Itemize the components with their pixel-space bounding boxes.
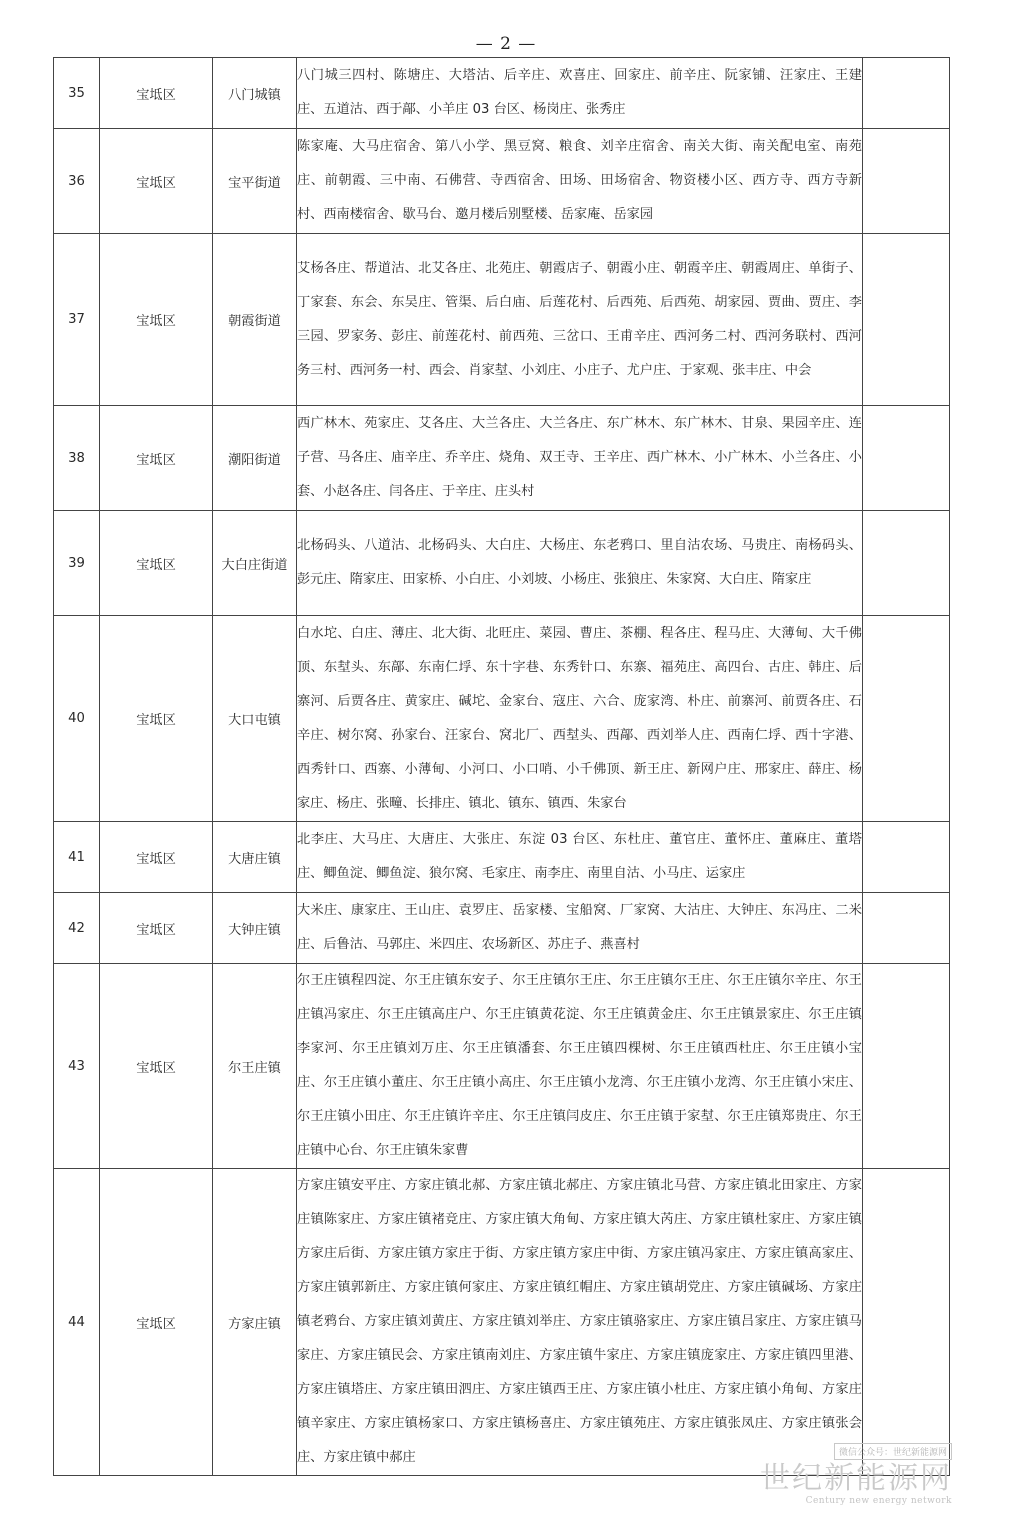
table-row: [54, 58, 950, 129]
villages-cell: 大米庄、康家庄、王山庄、袁罗庄、岳家楼、宝船窝、厂家窝、大沽庄、大钟庄、东冯庄、二米庄、后鲁沽、马郭庄、米四庄、农场新区、苏庄子、燕喜村: [297, 893, 863, 964]
watermark-logo-text: 世纪新能源网: [760, 1461, 952, 1496]
watermark-account-label: 微信公众号：世纪新能源网: [834, 1443, 952, 1460]
empty-cell: [863, 234, 950, 406]
table-row: [54, 129, 950, 234]
empty-cell: [863, 964, 950, 1169]
region-table: [53, 57, 950, 1476]
town-cell: 大唐庄镇: [213, 822, 297, 893]
villages-cell: 陈家庵、大马庄宿舍、第八小学、黑豆窝、粮食、刘辛庄宿舍、南关大街、南关配电室、南苑庄、前朝霞、三中南、石佛营、寺西宿舍、田场、田场宿舍、物资楼小区、西方寺、西方寺新村、西南楼宿舍、歇马台、邀月楼后别墅楼、岳家庵、岳家园: [297, 129, 863, 234]
empty-cell: [863, 511, 950, 616]
town-cell: 朝霞街道: [213, 234, 297, 406]
table-row: [54, 616, 950, 822]
table-row: [54, 822, 950, 893]
empty-cell: [863, 822, 950, 893]
page-number: — 2 —: [475, 34, 537, 54]
row-number: 38: [54, 406, 100, 511]
villages-cell: 八门城三四村、陈塘庄、大塔沽、后辛庄、欢喜庄、回家庄、前辛庄、阮家铺、汪家庄、王建庄、五道沽、西于鄗、小羊庄 03 台区、杨岗庄、张秀庄: [297, 58, 863, 129]
table-row: [54, 406, 950, 511]
table-row: [54, 1169, 950, 1476]
town-cell: 大白庄街道: [213, 511, 297, 616]
empty-cell: [863, 129, 950, 234]
table-row: [54, 234, 950, 406]
villages-cell: 尔王庄镇程四淀、尔王庄镇东安子、尔王庄镇尔王庄、尔王庄镇尔王庄、尔王庄镇尔辛庄、尔王庄镇冯家庄、尔王庄镇高庄户、尔王庄镇黄花淀、尔王庄镇黄金庄、尔王庄镇景家庄、尔王庄镇李家河、尔王庄镇刘万庄、尔王庄镇潘套、尔王庄镇四棵树、尔王庄镇西杜庄、尔王庄镇小宝庄、尔王庄镇小董庄、尔王庄镇小高庄、尔王庄镇小龙湾、尔王庄镇小龙湾、尔王庄镇小宋庄、尔王庄镇小田庄、尔王庄镇许辛庄、尔王庄镇闫皮庄、尔王庄镇于家堼、尔王庄镇郑贵庄、尔王庄镇中心台、尔王庄镇朱家曹: [297, 964, 863, 1169]
empty-cell: [863, 1169, 950, 1476]
district-cell: 宝坻区: [100, 822, 213, 893]
villages-cell: 白水坨、白庄、薄庄、北大街、北旺庄、菜园、曹庄、茶棚、程各庄、程马庄、大薄甸、大千佛顶、东堼头、东鄗、东南仁垺、东十字巷、东秀针口、东寨、福苑庄、高四台、古庄、韩庄、后寨河、后贾各庄、黄家庄、碱坨、金家台、寇庄、六合、庞家湾、朴庄、前寨河、前贾各庄、石辛庄、树尔窝、孙家台、汪家台、窝北厂、西堼头、西鄗、西刘举人庄、西南仁垺、西十字港、西秀针口、西寨、小薄甸、小河口、小口哨、小千佛顶、新王庄、新网户庄、邢家庄、薛庄、杨家庄、杨庄、张疃、长排庄、镇北、镇东、镇西、朱家台: [297, 616, 863, 822]
row-number: 43: [54, 964, 100, 1169]
district-cell: 宝坻区: [100, 511, 213, 616]
empty-cell: [863, 616, 950, 822]
district-cell: 宝坻区: [100, 129, 213, 234]
district-cell: 宝坻区: [100, 1169, 213, 1476]
district-cell: 宝坻区: [100, 406, 213, 511]
district-cell: 宝坻区: [100, 616, 213, 822]
table-row: [54, 964, 950, 1169]
district-cell: 宝坻区: [100, 964, 213, 1169]
empty-cell: [863, 893, 950, 964]
villages-cell: 北杨码头、八道沽、北杨码头、大白庄、大杨庄、东老鸦口、里自沽农场、马贵庄、南杨码头、彭元庄、隋家庄、田家桥、小白庄、小刘坡、小杨庄、张狼庄、朱家窝、大白庄、隋家庄: [297, 511, 863, 616]
town-cell: 大口屯镇: [213, 616, 297, 822]
villages-cell: 西广林木、苑家庄、艾各庄、大兰各庄、大兰各庄、东广林木、东广林木、甘泉、果园辛庄、连子营、马各庄、庙辛庄、乔辛庄、烧角、双王寺、王辛庄、西广林木、小广林木、小兰各庄、小套、小赵各庄、闫各庄、于辛庄、庄头村: [297, 406, 863, 511]
town-cell: 八门城镇: [213, 58, 297, 129]
empty-cell: [863, 58, 950, 129]
row-number: 40: [54, 616, 100, 822]
town-cell: 方家庄镇: [213, 1169, 297, 1476]
town-cell: 宝平街道: [213, 129, 297, 234]
row-number: 35: [54, 58, 100, 129]
row-number: 42: [54, 893, 100, 964]
row-number: 36: [54, 129, 100, 234]
town-cell: 尔王庄镇: [213, 964, 297, 1169]
table-row: [54, 893, 950, 964]
watermark: [752, 1440, 952, 1506]
villages-cell: 方家庄镇安平庄、方家庄镇北郝、方家庄镇北郝庄、方家庄镇北马营、方家庄镇北田家庄、方家庄镇陈家庄、方家庄镇褚竞庄、方家庄镇大角甸、方家庄镇大芮庄、方家庄镇杜家庄、方家庄镇方家庄后街、方家庄镇方家庄于街、方家庄镇方家庄中街、方家庄镇冯家庄、方家庄镇高家庄、方家庄镇郭新庄、方家庄镇何家庄、方家庄镇红帽庄、方家庄镇胡党庄、方家庄镇碱场、方家庄镇老鸦台、方家庄镇刘黄庄、方家庄镇刘举庄、方家庄镇骆家庄、方家庄镇吕家庄、方家庄镇马家庄、方家庄镇民会、方家庄镇南刘庄、方家庄镇牛家庄、方家庄镇庞家庄、方家庄镇四里港、方家庄镇塔庄、方家庄镇田泗庄、方家庄镇西王庄、方家庄镇小杜庄、方家庄镇小角甸、方家庄镇辛家庄、方家庄镇杨家口、方家庄镇杨喜庄、方家庄镇苑庄、方家庄镇张凤庄、方家庄镇张会庄、方家庄镇中郝庄: [297, 1169, 863, 1476]
town-cell: 潮阳街道: [213, 406, 297, 511]
district-cell: 宝坻区: [100, 893, 213, 964]
villages-cell: 艾杨各庄、帮道沽、北艾各庄、北苑庄、朝霞店子、朝霞小庄、朝霞辛庄、朝霞周庄、单街子、丁家套、东会、东吴庄、管渠、后白庙、后莲花村、后西苑、后西苑、胡家园、贾曲、贾庄、李三园、罗家务、彭庄、前莲花村、前西苑、三岔口、王甫辛庄、西河务二村、西河务联村、西河务三村、西河务一村、西会、肖家堼、小刘庄、小庄子、尤户庄、于家观、张丰庄、中会: [297, 234, 863, 406]
row-number: 37: [54, 234, 100, 406]
villages-cell: 北李庄、大马庄、大唐庄、大张庄、东淀 03 台区、东杜庄、董官庄、董怀庄、董麻庄、董塔庄、鲫鱼淀、鲫鱼淀、狼尔窝、毛家庄、南李庄、南里自沽、小马庄、运家庄: [297, 822, 863, 893]
row-number: 41: [54, 822, 100, 893]
row-number: 39: [54, 511, 100, 616]
table-row: [54, 511, 950, 616]
empty-cell: [863, 406, 950, 511]
watermark-english-text: Century new energy network: [805, 1496, 952, 1506]
row-number: 44: [54, 1169, 100, 1476]
district-cell: 宝坻区: [100, 58, 213, 129]
town-cell: 大钟庄镇: [213, 893, 297, 964]
district-cell: 宝坻区: [100, 234, 213, 406]
